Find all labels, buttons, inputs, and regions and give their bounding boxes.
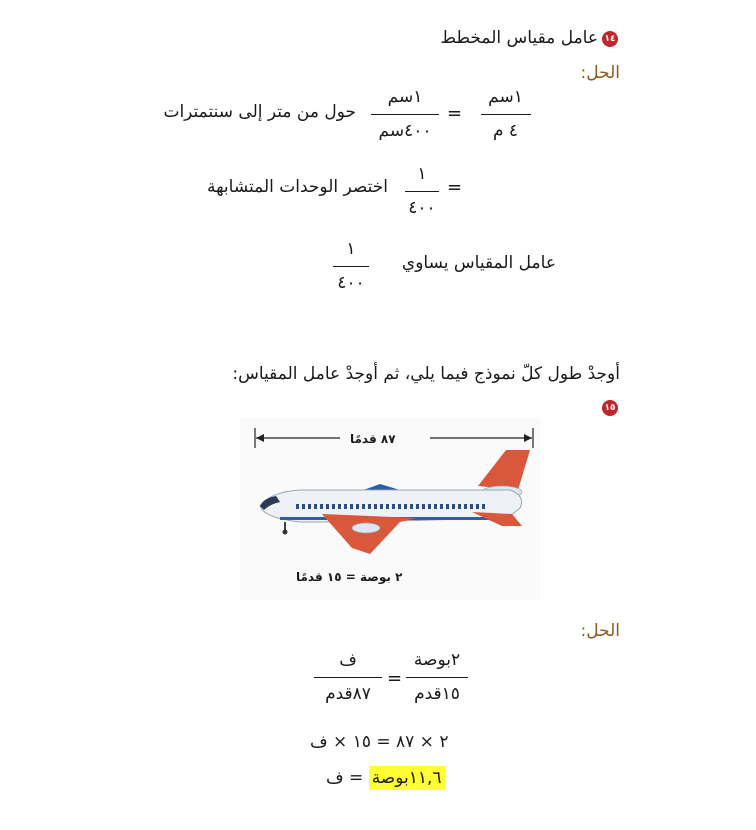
solution-label: الحل: xyxy=(580,621,620,641)
scale-factor-statement: عامل المقياس يساوي xyxy=(401,253,556,273)
length-label: ٨٧ قدمًا xyxy=(350,432,396,446)
problem-number-badge: ١٥ xyxy=(602,400,618,416)
arrowhead-right-icon xyxy=(524,434,532,442)
fraction-denominator: ٨٧قدم xyxy=(325,684,371,705)
nose-gear xyxy=(284,522,286,530)
fraction-bar xyxy=(481,114,531,115)
fraction-numerator: ١ xyxy=(417,164,427,184)
cross-left: ٢ × ٨٧ xyxy=(396,732,449,752)
answer-variable: ف xyxy=(326,768,344,788)
arrowhead-left-icon xyxy=(256,434,264,442)
fraction-denominator: ٤٠٠سم xyxy=(378,121,432,142)
fraction-denominator: ١٥قدم xyxy=(414,684,460,705)
fraction-bar xyxy=(371,114,439,115)
fraction-denominator: ٤٠٠ xyxy=(408,198,436,219)
fraction-numerator: ١سم xyxy=(488,87,523,107)
main-wing xyxy=(322,514,416,554)
fraction-denominator: ٤٠٠ xyxy=(337,273,365,294)
instruction-text: أوجدْ طول كلّ نموذج فيما يلي، ثم أوجدْ عامل المقياس: xyxy=(232,364,620,384)
answer-value-highlight: ١١,٦بوصة xyxy=(369,766,445,790)
fraction-bar xyxy=(314,677,382,678)
equals-sign: = xyxy=(387,668,403,689)
fraction-f-over-87 xyxy=(312,649,384,705)
problem-number-badge: ١٤ xyxy=(602,31,618,47)
fraction-one-over-400 xyxy=(402,163,442,219)
fraction-denominator: ٤ م xyxy=(492,121,519,142)
cross-multiplication xyxy=(310,732,448,752)
cross-right: ١٥ × ف xyxy=(310,732,371,752)
step-note: اختصر الوحدات المتشابهة xyxy=(206,177,388,197)
fraction-scale-factor xyxy=(330,238,372,294)
fraction-cm-over-m xyxy=(478,86,533,142)
equals-sign: = xyxy=(447,177,463,198)
answer-line xyxy=(326,768,445,788)
tail-fin xyxy=(478,450,530,490)
fraction-bar xyxy=(333,266,369,267)
fraction-bar xyxy=(405,191,439,192)
solution-label: الحل: xyxy=(580,63,620,83)
equals-sign: = xyxy=(343,768,364,788)
fraction-2-over-15 xyxy=(404,649,470,705)
fraction-numerator: ف xyxy=(339,650,357,670)
fraction-numerator: ١سم xyxy=(387,87,423,107)
fraction-cm-over-cm xyxy=(369,86,441,142)
equals-sign: = xyxy=(370,732,391,752)
scale-label: ٢ بوصة = ١٥ قدمًا xyxy=(296,570,403,584)
problem-title: عامل مقياس المخطط xyxy=(440,28,598,48)
equals-sign: = xyxy=(447,103,463,124)
nose-wheel xyxy=(283,530,288,535)
fraction-numerator: ٢بوصة xyxy=(413,650,461,670)
fraction-bar xyxy=(406,677,468,678)
step-note: حول من متر إلى سنتمترات xyxy=(163,102,356,122)
fraction-numerator: ١ xyxy=(346,239,356,259)
wing-engine xyxy=(352,523,380,533)
